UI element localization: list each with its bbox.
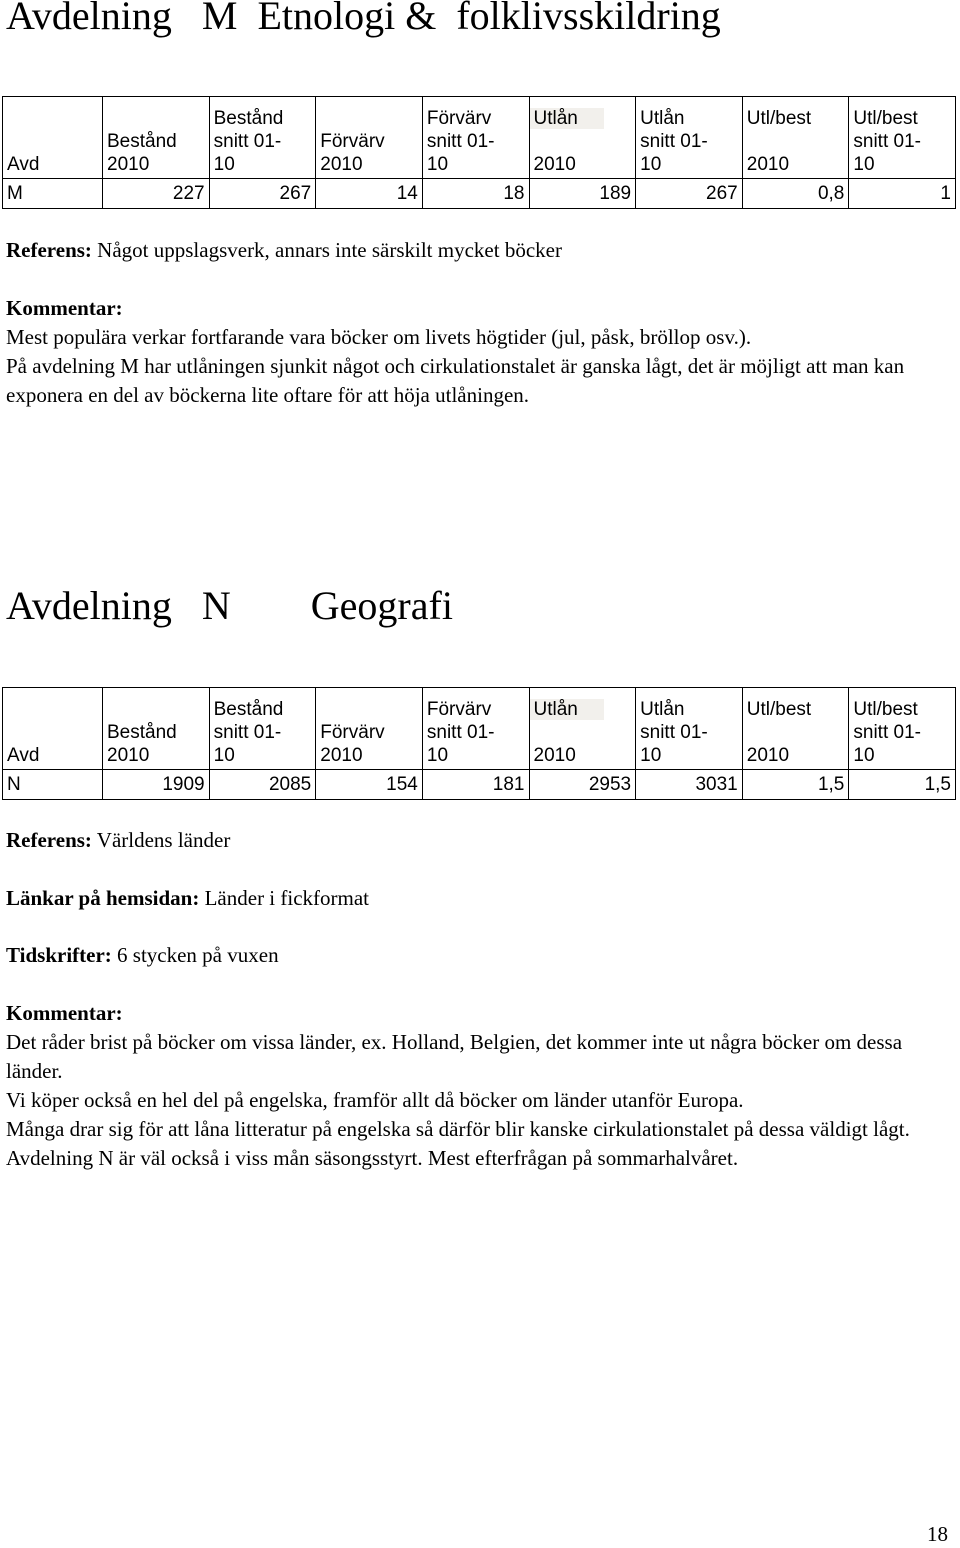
stats-table-m (2, 96, 956, 209)
tidskrifter-n (6, 941, 951, 970)
header-bestand-snitt: Bestånd snitt 01- 10 (209, 688, 316, 770)
header-utlan-snitt: Utlån snitt 01- 10 (636, 688, 743, 770)
kommentar-label: Kommentar: (6, 296, 123, 320)
cell-utlan-2010: 2953 (529, 770, 636, 800)
header-utlan-2010: Utlån 2010 (529, 688, 636, 770)
header-utlan-snitt: Utlån snitt 01- 10 (636, 97, 743, 179)
referens-m (6, 236, 951, 265)
kommentar-line: Vi köper också en hel del på engelska, framför allt då böcker om länder utanför Europa. (6, 1088, 744, 1112)
referens-n (6, 826, 951, 855)
referens-text: Världens länder (91, 828, 231, 852)
cell-forvarv-snitt: 181 (422, 770, 529, 800)
kommentar-m (6, 294, 951, 410)
referens-label: Referens: (6, 238, 92, 262)
section-title-m: Avdelning M Etnologi & folklivsskildring (6, 0, 721, 38)
page-number: 18 (927, 1522, 948, 1546)
kommentar-line: Det råder brist på böcker om vissa länder, ex. Holland, Belgien, det kommer inte ut några böcker om dessa länder. (6, 1030, 903, 1083)
header-utlbest-2010: Utl/best 2010 (742, 688, 849, 770)
header-utlbest-snitt: Utl/best snitt 01- 10 (849, 688, 956, 770)
lankar-label: Länkar på hemsidan: (6, 886, 200, 910)
cell-utlbest-snitt: 1,5 (849, 770, 956, 800)
header-forvarv-snitt: Förvärv snitt 01- 10 (422, 97, 529, 179)
header-bestand-2010: Bestånd 2010 (103, 688, 210, 770)
header-bestand-2010: Bestånd 2010 (103, 97, 210, 179)
cell-bestand-2010: 227 (103, 179, 210, 209)
table-row (3, 179, 956, 209)
lankar-text: Länder i fickformat (199, 886, 370, 910)
kommentar-n (6, 999, 951, 1173)
cell-bestand-snitt: 267 (209, 179, 316, 209)
cell-avd: N (3, 770, 103, 800)
cell-utlan-snitt: 3031 (636, 770, 743, 800)
cell-utlbest-snitt: 1 (849, 179, 956, 209)
kommentar-line: Avdelning N är väl också i viss mån säsongsstyrt. Mest efterfrågan på sommarhalvåret. (6, 1146, 739, 1170)
referens-label: Referens: (6, 828, 92, 852)
header-utlbest-2010: Utl/best 2010 (742, 97, 849, 179)
cell-utlan-2010: 189 (529, 179, 636, 209)
cell-utlbest-2010: 1,5 (742, 770, 849, 800)
table-header-row (3, 97, 956, 179)
header-avd: Avd (3, 688, 103, 770)
table-row (3, 770, 956, 800)
table-header-row (3, 688, 956, 770)
referens-text: Något uppslagsverk, annars inte särskilt mycket böcker (91, 238, 562, 262)
lankar-n (6, 884, 951, 913)
kommentar-line: Mest populära verkar fortfarande vara böcker om livets högtider (jul, påsk, bröllop osv.). (6, 325, 752, 349)
tidskrifter-text: 6 stycken på vuxen (111, 943, 279, 967)
header-utlan-2010: Utlån 2010 (529, 97, 636, 179)
cell-avd: M (3, 179, 103, 209)
header-forvarv-2010: Förvärv 2010 (316, 97, 423, 179)
header-forvarv-2010: Förvärv 2010 (316, 688, 423, 770)
tidskrifter-label: Tidskrifter: (6, 943, 112, 967)
cell-utlbest-2010: 0,8 (742, 179, 849, 209)
kommentar-line: På avdelning M har utlåningen sjunkit något och cirkulationstalet är ganska lågt, det är möjligt att man kan exponera en del av böckerna lite oftare för att höja utlåningen. (6, 354, 905, 407)
section-title-n: Avdelning N Geografi (6, 583, 453, 628)
header-forvarv-snitt: Förvärv snitt 01- 10 (422, 688, 529, 770)
cell-forvarv-2010: 14 (316, 179, 423, 209)
cell-bestand-snitt: 2085 (209, 770, 316, 800)
stats-table-n (2, 687, 956, 800)
header-avd: Avd (3, 97, 103, 179)
header-bestand-snitt: Bestånd snitt 01- 10 (209, 97, 316, 179)
cell-forvarv-snitt: 18 (422, 179, 529, 209)
kommentar-line: Många drar sig för att låna litteratur på engelska så därför blir kanske cirkulationstalet på dessa väldigt lågt. (6, 1117, 910, 1141)
kommentar-label: Kommentar: (6, 1001, 123, 1025)
cell-forvarv-2010: 154 (316, 770, 423, 800)
cell-bestand-2010: 1909 (103, 770, 210, 800)
header-utlbest-snitt: Utl/best snitt 01- 10 (849, 97, 956, 179)
cell-utlan-snitt: 267 (636, 179, 743, 209)
